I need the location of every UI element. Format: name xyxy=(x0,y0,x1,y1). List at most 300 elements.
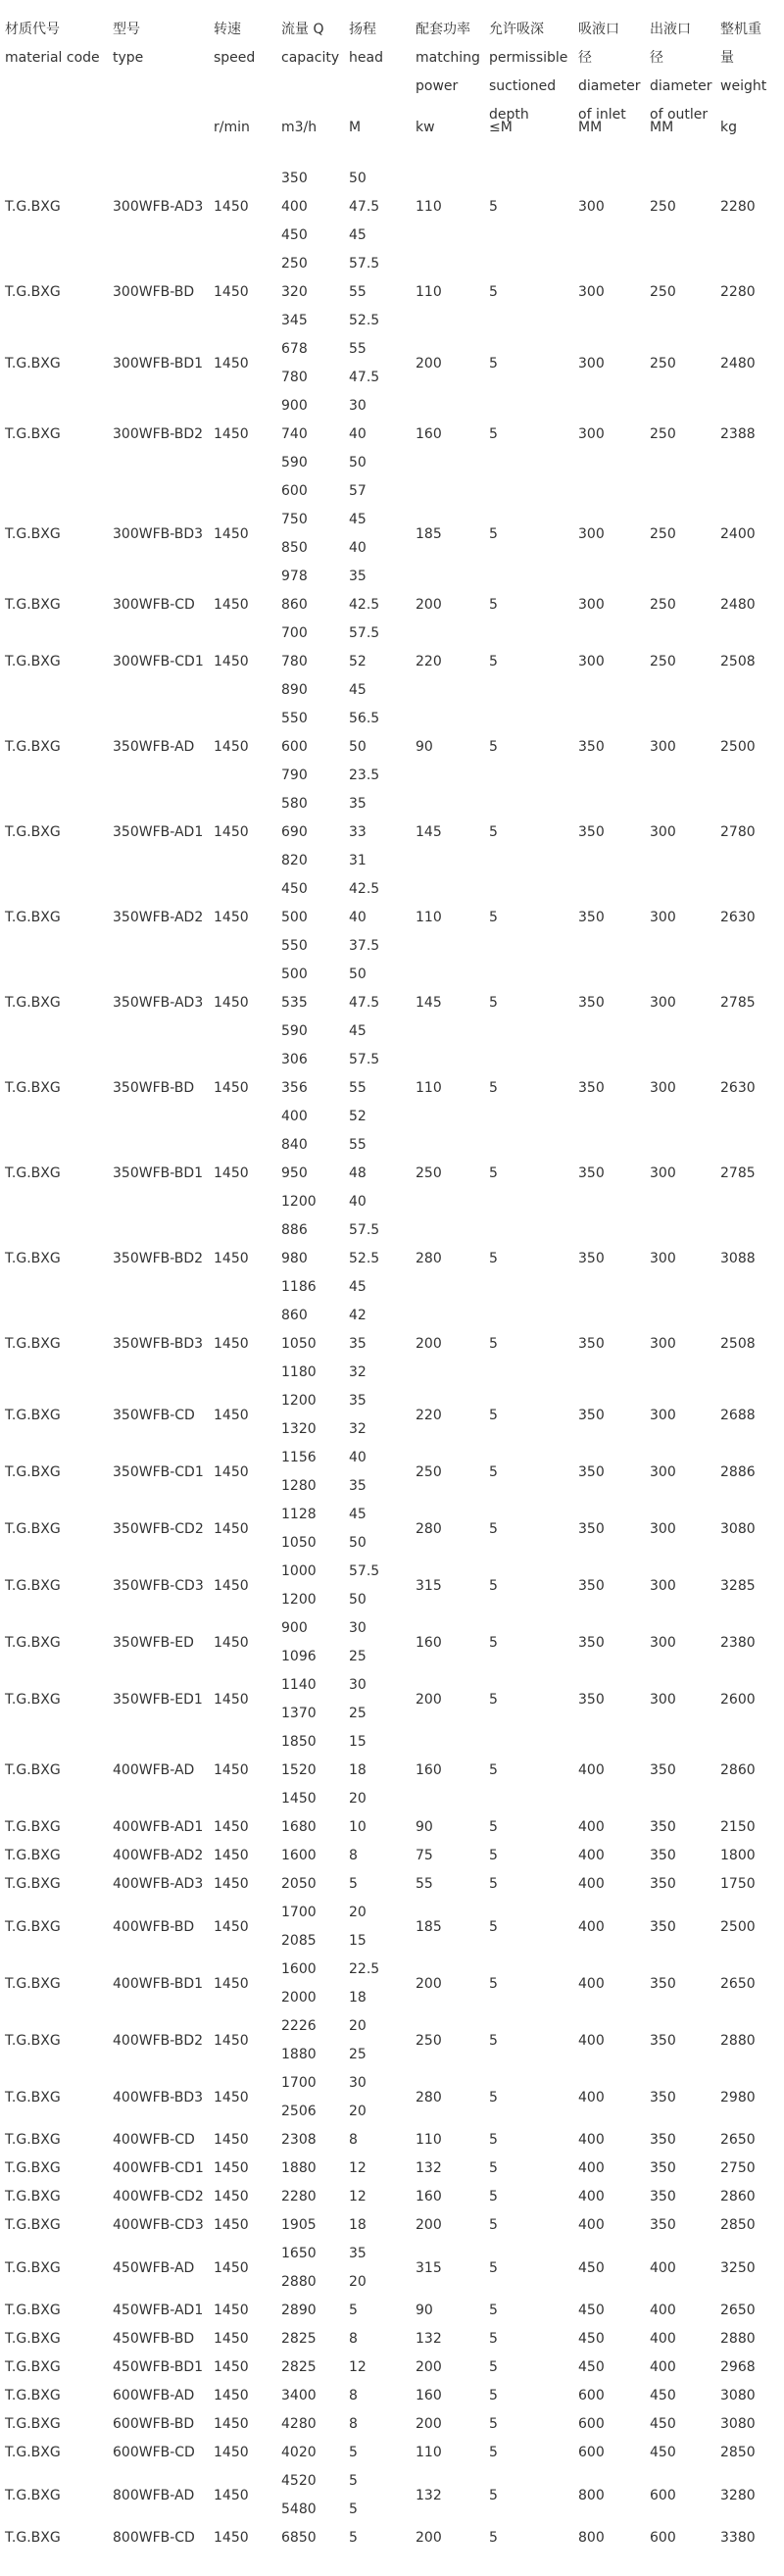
head-value: 12 xyxy=(349,2160,367,2176)
inlet-diameter-cell: 600 xyxy=(578,2416,605,2432)
head-value: 52.5 xyxy=(349,313,380,328)
depth-cell: 5 xyxy=(489,426,498,442)
head-value: 31 xyxy=(349,853,367,868)
inlet-diameter-cell: 400 xyxy=(578,1762,605,1778)
weight-cell: 1800 xyxy=(720,1848,756,1863)
material-code-cell: T.G.BXG xyxy=(5,1634,61,1651)
inlet-diameter-cell: 400 xyxy=(578,2217,605,2233)
inlet-diameter-cell: 400 xyxy=(578,2089,605,2105)
material-code-cell: T.G.BXG xyxy=(5,739,61,755)
table-row xyxy=(0,2297,784,2325)
inlet-diameter-cell: 350 xyxy=(578,910,605,925)
speed-cell: 1450 xyxy=(214,995,249,1011)
outlet-diameter-cell: 300 xyxy=(650,1165,676,1181)
depth-cell: 5 xyxy=(489,199,498,215)
outlet-diameter-cell: 350 xyxy=(650,2132,676,2148)
weight-cell: 2650 xyxy=(720,2303,756,2318)
inlet-diameter-cell: 400 xyxy=(578,2132,605,2148)
material-code-cell: T.G.BXG xyxy=(5,2132,61,2148)
capacity-value: 980 xyxy=(281,1251,308,1266)
capacity-value: 356 xyxy=(281,1080,308,1096)
head-value: 32 xyxy=(349,1421,367,1437)
capacity-value: 1096 xyxy=(281,1649,317,1664)
power-cell: 200 xyxy=(416,2530,442,2546)
material-code-cell: T.G.BXG xyxy=(5,2359,61,2375)
capacity-value: 1700 xyxy=(281,2075,317,2091)
table-row xyxy=(0,2524,784,2552)
depth-cell: 5 xyxy=(489,525,498,542)
speed-cell: 1450 xyxy=(214,739,249,755)
material-code-cell: T.G.BXG xyxy=(5,2089,61,2105)
table-row xyxy=(0,250,784,335)
weight-cell: 3380 xyxy=(720,2530,756,2546)
table-row xyxy=(0,392,784,477)
head-value: 55 xyxy=(349,341,367,357)
capacity-value: 740 xyxy=(281,426,308,442)
material-code-cell: T.G.BXG xyxy=(5,1876,61,1892)
table-row xyxy=(0,1302,784,1387)
outlet-diameter-cell: 300 xyxy=(650,824,676,840)
model-type-cell: 400WFB-BD1 xyxy=(113,1975,204,1992)
capacity-value: 1850 xyxy=(281,1734,317,1750)
outlet-diameter-cell: 400 xyxy=(650,2259,676,2276)
capacity-value: 1200 xyxy=(281,1592,317,1608)
head-value: 45 xyxy=(349,1507,367,1522)
outlet-diameter-cell: 400 xyxy=(650,2303,676,2318)
inlet-diameter-cell: 600 xyxy=(578,2388,605,2403)
weight-cell: 2380 xyxy=(720,1634,756,1651)
head-value: 15 xyxy=(349,1933,367,1949)
speed-cell: 1450 xyxy=(214,2359,249,2375)
outlet-diameter-cell: 350 xyxy=(650,1876,676,1892)
speed-cell: 1450 xyxy=(214,1975,249,1992)
header-speed: 转速 speed xyxy=(214,22,256,66)
table-row xyxy=(0,1216,784,1302)
model-type-cell: 350WFB-ED1 xyxy=(113,1691,203,1708)
head-value: 50 xyxy=(349,1592,367,1608)
head-value: 5 xyxy=(349,2473,358,2489)
weight-cell: 3080 xyxy=(720,2388,756,2403)
capacity-value: 1680 xyxy=(281,1819,317,1835)
capacity-value: 535 xyxy=(281,995,308,1011)
head-value: 8 xyxy=(349,2331,358,2347)
weight-cell: 2780 xyxy=(720,824,756,840)
inlet-diameter-cell: 350 xyxy=(578,1577,605,1594)
weight-cell: 2650 xyxy=(720,1975,756,1992)
model-type-cell: 450WFB-AD1 xyxy=(113,2303,204,2318)
outlet-diameter-cell: 600 xyxy=(650,2487,676,2503)
depth-cell: 5 xyxy=(489,2331,498,2347)
inlet-diameter-cell: 350 xyxy=(578,824,605,840)
model-type-cell: 400WFB-BD2 xyxy=(113,2032,204,2049)
power-cell: 90 xyxy=(416,1819,433,1835)
material-code-cell: T.G.BXG xyxy=(5,2259,61,2276)
head-value: 55 xyxy=(349,1137,367,1153)
depth-cell: 5 xyxy=(489,2388,498,2403)
capacity-value: 900 xyxy=(281,1620,308,1636)
head-value: 25 xyxy=(349,1649,367,1664)
inlet-diameter-cell: 300 xyxy=(578,597,605,613)
inlet-diameter-cell: 400 xyxy=(578,2032,605,2049)
speed-cell: 1450 xyxy=(214,1577,249,1594)
outlet-diameter-cell: 250 xyxy=(650,525,676,542)
head-value: 45 xyxy=(349,1279,367,1295)
material-code-cell: T.G.BXG xyxy=(5,1577,61,1594)
head-value: 40 xyxy=(349,1450,367,1465)
depth-cell: 5 xyxy=(489,2189,498,2204)
model-type-cell: 400WFB-AD1 xyxy=(113,1819,204,1835)
depth-cell: 5 xyxy=(489,995,498,1011)
weight-cell: 2980 xyxy=(720,2089,756,2105)
head-value: 55 xyxy=(349,284,367,300)
weight-cell: 2480 xyxy=(720,597,756,613)
inlet-diameter-cell: 350 xyxy=(578,1520,605,1537)
outlet-diameter-cell: 300 xyxy=(650,1336,676,1352)
capacity-value: 840 xyxy=(281,1137,308,1153)
material-code-cell: T.G.BXG xyxy=(5,525,61,542)
model-type-cell: 300WFB-CD1 xyxy=(113,654,204,669)
capacity-value: 860 xyxy=(281,1308,308,1323)
head-value: 56.5 xyxy=(349,711,380,726)
outlet-diameter-cell: 350 xyxy=(650,2217,676,2233)
power-cell: 250 xyxy=(416,1165,442,1181)
head-value: 57.5 xyxy=(349,1222,380,1238)
capacity-value: 2280 xyxy=(281,2189,317,2204)
inlet-diameter-cell: 400 xyxy=(578,2189,605,2204)
table-row xyxy=(0,2353,784,2382)
head-value: 52.5 xyxy=(349,1251,380,1266)
head-value: 20 xyxy=(349,2018,367,2034)
capacity-value: 1186 xyxy=(281,1279,317,1295)
head-value: 42 xyxy=(349,1308,367,1323)
capacity-value: 2050 xyxy=(281,1876,317,1892)
head-value: 57.5 xyxy=(349,625,380,641)
capacity-value: 780 xyxy=(281,370,308,385)
head-value: 15 xyxy=(349,1734,367,1750)
table-row xyxy=(0,335,784,392)
capacity-value: 820 xyxy=(281,853,308,868)
material-code-cell: T.G.BXG xyxy=(5,426,61,442)
speed-cell: 1450 xyxy=(214,1520,249,1537)
weight-cell: 2880 xyxy=(720,2331,756,2347)
speed-cell: 1450 xyxy=(214,1407,249,1423)
speed-cell: 1450 xyxy=(214,1691,249,1708)
weight-cell: 2886 xyxy=(720,1463,756,1480)
material-code-cell: T.G.BXG xyxy=(5,1463,61,1480)
depth-cell: 5 xyxy=(489,2303,498,2318)
capacity-value: 600 xyxy=(281,739,308,755)
capacity-value: 1650 xyxy=(281,2246,317,2261)
speed-cell: 1450 xyxy=(214,2416,249,2432)
model-type-cell: 400WFB-AD xyxy=(113,1762,195,1778)
material-code-cell: T.G.BXG xyxy=(5,1520,61,1537)
weight-cell: 2508 xyxy=(720,654,756,669)
speed-cell: 1450 xyxy=(214,1819,249,1835)
model-type-cell: 400WFB-CD3 xyxy=(113,2217,204,2233)
speed-cell: 1450 xyxy=(214,2445,249,2460)
model-type-cell: 300WFB-BD1 xyxy=(113,355,204,372)
capacity-value: 690 xyxy=(281,824,308,840)
power-cell: 250 xyxy=(416,2032,442,2049)
material-code-cell: T.G.BXG xyxy=(5,2032,61,2049)
material-code-cell: T.G.BXG xyxy=(5,2388,61,2403)
head-value: 18 xyxy=(349,1762,367,1778)
head-value: 5 xyxy=(349,2303,358,2318)
head-value: 5 xyxy=(349,2530,358,2546)
unit-speed: r/min xyxy=(214,120,250,135)
head-value: 5 xyxy=(349,2502,358,2517)
capacity-value: 600 xyxy=(281,483,308,499)
inlet-diameter-cell: 400 xyxy=(578,1819,605,1835)
head-value: 5 xyxy=(349,1876,358,1892)
model-type-cell: 400WFB-CD xyxy=(113,2132,195,2148)
capacity-value: 4020 xyxy=(281,2445,317,2460)
inlet-diameter-cell: 300 xyxy=(578,426,605,442)
weight-cell: 2280 xyxy=(720,199,756,215)
unit-capacity: m3/h xyxy=(281,120,318,135)
power-cell: 160 xyxy=(416,2388,442,2403)
weight-cell: 3280 xyxy=(720,2487,756,2503)
head-value: 18 xyxy=(349,1990,367,2006)
speed-cell: 1450 xyxy=(214,1762,249,1778)
outlet-diameter-cell: 250 xyxy=(650,284,676,300)
material-code-cell: T.G.BXG xyxy=(5,1819,61,1835)
speed-cell: 1450 xyxy=(214,2303,249,2318)
power-cell: 75 xyxy=(416,1848,433,1863)
material-code-cell: T.G.BXG xyxy=(5,2189,61,2204)
speed-cell: 1450 xyxy=(214,2032,249,2049)
material-code-cell: T.G.BXG xyxy=(5,1762,61,1778)
depth-cell: 5 xyxy=(489,1918,498,1935)
capacity-value: 978 xyxy=(281,569,308,584)
head-value: 40 xyxy=(349,540,367,556)
table-row xyxy=(0,1671,784,1728)
head-value: 20 xyxy=(349,2274,367,2290)
outlet-diameter-cell: 300 xyxy=(650,1463,676,1480)
weight-cell: 2860 xyxy=(720,1762,756,1778)
inlet-diameter-cell: 400 xyxy=(578,1975,605,1992)
material-code-cell: T.G.BXG xyxy=(5,2530,61,2546)
head-value: 35 xyxy=(349,1393,367,1409)
speed-cell: 1450 xyxy=(214,1463,249,1480)
model-type-cell: 400WFB-BD xyxy=(113,1918,195,1935)
head-value: 50 xyxy=(349,171,367,186)
head-value: 30 xyxy=(349,398,367,414)
table-row xyxy=(0,1899,784,1956)
inlet-diameter-cell: 400 xyxy=(578,1848,605,1863)
capacity-value: 5480 xyxy=(281,2502,317,2517)
weight-cell: 1750 xyxy=(720,1876,756,1892)
power-cell: 55 xyxy=(416,1876,433,1892)
weight-cell: 2280 xyxy=(720,284,756,300)
weight-cell: 2500 xyxy=(720,1918,756,1935)
speed-cell: 1450 xyxy=(214,2331,249,2347)
model-type-cell: 350WFB-BD2 xyxy=(113,1251,204,1266)
capacity-value: 700 xyxy=(281,625,308,641)
model-type-cell: 400WFB-AD3 xyxy=(113,1876,204,1892)
inlet-diameter-cell: 300 xyxy=(578,525,605,542)
material-code-cell: T.G.BXG xyxy=(5,355,61,372)
capacity-value: 580 xyxy=(281,796,308,812)
outlet-diameter-cell: 300 xyxy=(650,1577,676,1594)
model-type-cell: 400WFB-CD2 xyxy=(113,2189,204,2204)
material-code-cell: T.G.BXG xyxy=(5,1918,61,1935)
speed-cell: 1450 xyxy=(214,2388,249,2403)
power-cell: 132 xyxy=(416,2331,442,2347)
power-cell: 132 xyxy=(416,2487,442,2503)
model-type-cell: 300WFB-BD3 xyxy=(113,525,204,542)
depth-cell: 5 xyxy=(489,1336,498,1352)
capacity-value: 850 xyxy=(281,540,308,556)
head-value: 8 xyxy=(349,2388,358,2403)
capacity-value: 890 xyxy=(281,682,308,698)
table-row xyxy=(0,1728,784,1813)
outlet-diameter-cell: 350 xyxy=(650,1819,676,1835)
material-code-cell: T.G.BXG xyxy=(5,2217,61,2233)
material-code-cell: T.G.BXG xyxy=(5,2487,61,2503)
head-value: 30 xyxy=(349,1620,367,1636)
depth-cell: 5 xyxy=(489,1165,498,1181)
model-type-cell: 350WFB-CD1 xyxy=(113,1463,204,1480)
header-type: 型号 type xyxy=(113,22,144,66)
outlet-diameter-cell: 300 xyxy=(650,1634,676,1651)
power-cell: 90 xyxy=(416,739,433,755)
head-value: 48 xyxy=(349,1165,367,1181)
capacity-value: 2506 xyxy=(281,2104,317,2119)
material-code-cell: T.G.BXG xyxy=(5,824,61,840)
outlet-diameter-cell: 300 xyxy=(650,995,676,1011)
model-type-cell: 350WFB-BD3 xyxy=(113,1336,204,1352)
speed-cell: 1450 xyxy=(214,2530,249,2546)
depth-cell: 5 xyxy=(489,2032,498,2049)
table-row xyxy=(0,2126,784,2155)
table-row xyxy=(0,705,784,790)
outlet-diameter-cell: 300 xyxy=(650,1407,676,1423)
head-value: 12 xyxy=(349,2359,367,2375)
speed-cell: 1450 xyxy=(214,1336,249,1352)
head-value: 55 xyxy=(349,1080,367,1096)
inlet-diameter-cell: 350 xyxy=(578,1691,605,1708)
depth-cell: 5 xyxy=(489,1876,498,1892)
capacity-value: 1700 xyxy=(281,1905,317,1920)
power-cell: 110 xyxy=(416,910,442,925)
capacity-value: 790 xyxy=(281,768,308,783)
inlet-diameter-cell: 350 xyxy=(578,1463,605,1480)
header-outlet: 出液口 径 diameter of outler xyxy=(650,22,712,123)
depth-cell: 5 xyxy=(489,597,498,613)
inlet-diameter-cell: 350 xyxy=(578,1080,605,1096)
capacity-value: 1370 xyxy=(281,1706,317,1721)
head-value: 40 xyxy=(349,1194,367,1210)
model-type-cell: 600WFB-BD xyxy=(113,2416,195,2432)
outlet-diameter-cell: 350 xyxy=(650,1975,676,1992)
weight-cell: 2850 xyxy=(720,2445,756,2460)
inlet-diameter-cell: 450 xyxy=(578,2359,605,2375)
model-type-cell: 350WFB-AD2 xyxy=(113,910,204,925)
inlet-diameter-cell: 350 xyxy=(578,995,605,1011)
material-code-cell: T.G.BXG xyxy=(5,199,61,215)
outlet-diameter-cell: 250 xyxy=(650,426,676,442)
unit-inlet: MM xyxy=(578,120,603,135)
weight-cell: 2750 xyxy=(720,2160,756,2176)
outlet-diameter-cell: 600 xyxy=(650,2530,676,2546)
capacity-value: 550 xyxy=(281,938,308,954)
header-material-code: 材质代号 material code xyxy=(5,22,100,66)
outlet-diameter-cell: 350 xyxy=(650,1918,676,1935)
inlet-diameter-cell: 300 xyxy=(578,654,605,669)
material-code-cell: T.G.BXG xyxy=(5,1975,61,1992)
power-cell: 145 xyxy=(416,824,442,840)
weight-cell: 2850 xyxy=(720,2217,756,2233)
head-value: 45 xyxy=(349,1023,367,1039)
table-row xyxy=(0,2155,784,2183)
capacity-value: 1520 xyxy=(281,1762,317,1778)
weight-cell: 2785 xyxy=(720,995,756,1011)
capacity-value: 400 xyxy=(281,199,308,215)
model-type-cell: 600WFB-CD xyxy=(113,2445,195,2460)
capacity-value: 1050 xyxy=(281,1336,317,1352)
outlet-diameter-cell: 350 xyxy=(650,2089,676,2105)
depth-cell: 5 xyxy=(489,1407,498,1423)
capacity-value: 2308 xyxy=(281,2132,317,2148)
power-cell: 250 xyxy=(416,1463,442,1480)
head-value: 50 xyxy=(349,966,367,982)
capacity-value: 1180 xyxy=(281,1364,317,1380)
table-row xyxy=(0,1558,784,1614)
capacity-value: 1050 xyxy=(281,1535,317,1551)
material-code-cell: T.G.BXG xyxy=(5,2331,61,2347)
inlet-diameter-cell: 800 xyxy=(578,2530,605,2546)
head-value: 30 xyxy=(349,2075,367,2091)
head-value: 35 xyxy=(349,569,367,584)
table-row xyxy=(0,1842,784,1870)
depth-cell: 5 xyxy=(489,355,498,372)
capacity-value: 3400 xyxy=(281,2388,317,2403)
model-type-cell: 450WFB-AD xyxy=(113,2259,195,2276)
power-cell: 200 xyxy=(416,2359,442,2375)
capacity-value: 2890 xyxy=(281,2303,317,2318)
weight-cell: 2400 xyxy=(720,525,756,542)
capacity-value: 1320 xyxy=(281,1421,317,1437)
model-type-cell: 300WFB-AD3 xyxy=(113,199,204,215)
outlet-diameter-cell: 300 xyxy=(650,1080,676,1096)
power-cell: 185 xyxy=(416,1918,442,1935)
head-value: 22.5 xyxy=(349,1961,380,1977)
capacity-value: 590 xyxy=(281,1023,308,1039)
weight-cell: 2880 xyxy=(720,2032,756,2049)
weight-cell: 2968 xyxy=(720,2359,756,2375)
model-type-cell: 400WFB-CD1 xyxy=(113,2160,204,2176)
speed-cell: 1450 xyxy=(214,2132,249,2148)
capacity-value: 4280 xyxy=(281,2416,317,2432)
inlet-diameter-cell: 400 xyxy=(578,1918,605,1935)
capacity-value: 2000 xyxy=(281,1990,317,2006)
material-code-cell: T.G.BXG xyxy=(5,1407,61,1423)
inlet-diameter-cell: 400 xyxy=(578,1876,605,1892)
capacity-value: 2880 xyxy=(281,2274,317,2290)
head-value: 50 xyxy=(349,1535,367,1551)
depth-cell: 5 xyxy=(489,2416,498,2432)
speed-cell: 1450 xyxy=(214,1848,249,1863)
inlet-diameter-cell: 450 xyxy=(578,2259,605,2276)
head-value: 52 xyxy=(349,1109,367,1124)
capacity-value: 1200 xyxy=(281,1393,317,1409)
table-row xyxy=(0,1870,784,1899)
depth-cell: 5 xyxy=(489,1691,498,1708)
table-row xyxy=(0,2240,784,2297)
capacity-value: 6850 xyxy=(281,2530,317,2546)
outlet-diameter-cell: 350 xyxy=(650,1762,676,1778)
